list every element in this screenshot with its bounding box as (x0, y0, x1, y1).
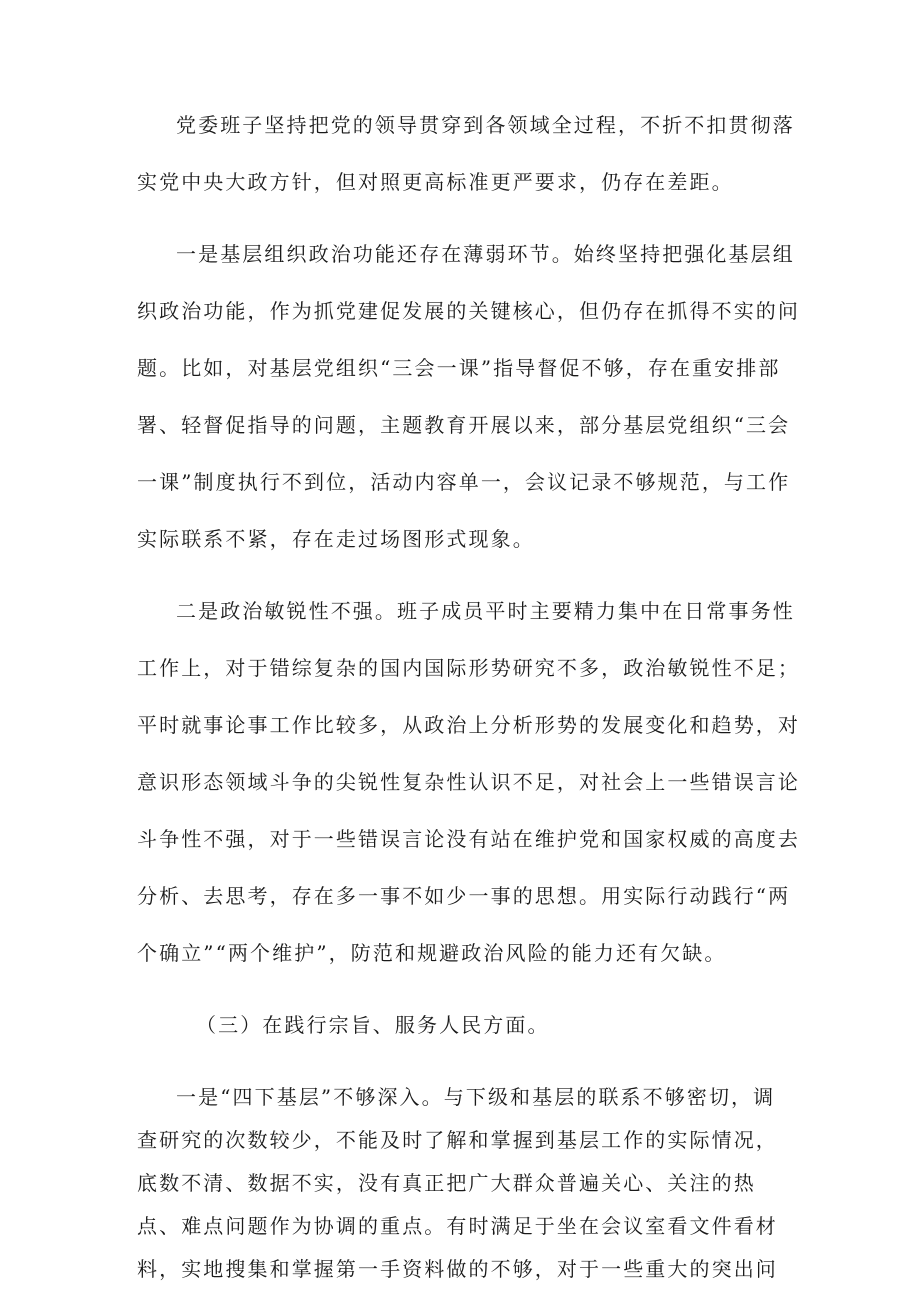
text-line: 查研究的次数较少，不能及时了解和掌握到基层工作的实际情况， (137, 1128, 778, 1152)
text-line: 实际联系不紧，存在走过场图形式现象。 (137, 527, 535, 551)
text-line: 署、轻督促指导的问题，主题教育开展以来，部分基层党组织“三会 (137, 413, 791, 437)
text-line: 料，实地搜集和掌握第一手资料做的不够，对于一些重大的突出问 (137, 1257, 778, 1281)
text-line: 一是“四下基层”不够深入。与下级和基层的联系不够密切，调 (176, 1085, 776, 1109)
text-line: 斗争性不强，对于一些错误言论没有站在维护党和国家权威的高度去 (137, 827, 800, 851)
text-line: 分析、去思考，存在多一事不如少一事的思想。用实际行动践行“两 (137, 884, 791, 908)
text-line: 底数不清、数据不实，没有真正把广大群众普遍关心、关注的热 (137, 1171, 756, 1195)
text-line: 个确立”“两个维护”，防范和规避政治风险的能力还有欠缺。 (137, 941, 727, 965)
text-line: 点、难点问题作为协调的重点。有时满足于坐在会议室看文件看材 (137, 1214, 778, 1238)
text-line: 织政治功能，作为抓党建促发展的关键核心，但仍存在抓得不实的问 (137, 299, 800, 323)
text-line: 平时就事论事工作比较多，从政治上分析形势的发展变化和趋势，对 (137, 713, 800, 737)
text-line: 实党中央大政方针，但对照更高标准更严要求，仍存在差距。 (137, 170, 734, 194)
text-line: 党委班子坚持把党的领导贯穿到各领域全过程，不折不扣贯彻落 (176, 113, 795, 137)
text-line: 二是政治敏锐性不强。班子成员平时主要精力集中在日常事务性 (176, 599, 795, 623)
text-line: 一是基层组织政治功能还存在薄弱环节。始终坚持把强化基层组 (176, 242, 795, 266)
text-line: 题。比如，对基层党组织“三会一课”指导督促不够，存在重安排部 (137, 356, 781, 380)
text-line: 意识形态领域斗争的尖锐性复杂性认识不足，对社会上一些错误言论 (137, 770, 800, 794)
text-line: 工作上，对于错综复杂的国内国际形势研究不多，政治敏锐性不足； (137, 656, 800, 680)
section-heading: （三）在践行宗旨、服务人民方面。 (196, 1013, 550, 1037)
text-line: 一课”制度执行不到位，活动内容单一，会议记录不够规范，与工作 (137, 470, 791, 494)
